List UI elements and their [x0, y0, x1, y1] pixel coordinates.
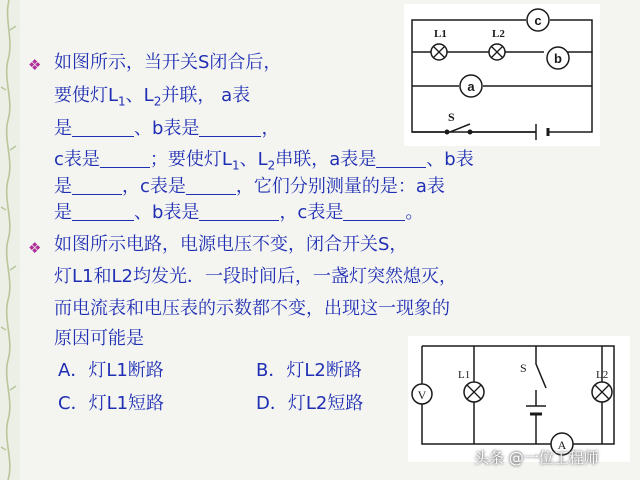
q1-text: 要使灯L [54, 85, 119, 106]
option-a: A．灯L1断路 [58, 360, 164, 381]
q1-text: 、b表是 [134, 118, 200, 139]
q1-line-5 [54, 175, 445, 199]
answer-blank [343, 202, 405, 221]
q2-line-4: 原因可能是 [54, 328, 144, 349]
q2-line-3: 而电流表和电压表的示数都不变，出现这一现象的 [54, 298, 450, 319]
q1-text: ，c表是 [122, 176, 186, 197]
q1-text: ，它们分别测量的是：a表 [235, 176, 445, 197]
q2-line-1: 如图所示电路，电源电压不变，闭合开关S， [54, 234, 408, 255]
lamp-1-label: L1 [434, 28, 447, 40]
option-b: B．灯L2断路 [256, 360, 362, 381]
answer-blank [100, 149, 150, 168]
q1-text: 。 [405, 202, 424, 223]
answer-blank [72, 176, 122, 195]
q1-text: 、L [125, 85, 154, 106]
option-d: D．灯L2短路 [256, 393, 364, 414]
switch-label: S [448, 110, 455, 124]
vine-border-decoration [0, 0, 20, 480]
lamp-2-label: L2 [492, 28, 505, 40]
voltmeter-icon [412, 384, 432, 404]
q1-text: c表是 [54, 149, 100, 170]
lamp-1-label: L1 [458, 369, 471, 381]
q1-line-1: 如图所示，当开关S闭合后， [54, 52, 282, 73]
meter-c-icon [527, 9, 549, 31]
bullet-icon: ❖ [28, 239, 42, 257]
q1-text: 是 [54, 202, 72, 223]
answer-blank [199, 202, 279, 221]
meter-b-icon [547, 47, 569, 69]
option-c: C．灯L1短路 [58, 393, 165, 414]
answer-blank [72, 118, 134, 137]
answer-blank [376, 149, 426, 168]
ammeter-label: A [557, 438, 567, 452]
circuit-diagram-1 [404, 4, 600, 146]
lamp-1-icon [431, 44, 447, 60]
meter-a-label: a [467, 79, 475, 94]
q1-text: 、L [239, 149, 268, 170]
q1-text: 并联， a表 [161, 85, 251, 106]
watermark: 头条 @一位工程师 [474, 449, 599, 467]
q1-text: 是 [54, 176, 72, 197]
answer-blank [72, 202, 134, 221]
q1-text: 、b表是 [134, 202, 200, 223]
q1-sub: 1 [231, 158, 240, 173]
q1-text: 串联，a表是 [275, 149, 377, 170]
meter-a-icon [460, 75, 482, 97]
q1-sub: 2 [267, 158, 276, 173]
q1-line-4 [54, 148, 474, 172]
q1-text: ， [261, 118, 280, 139]
q1-line-6 [54, 201, 423, 225]
answer-blank [186, 176, 236, 195]
switch-label: S [520, 361, 527, 375]
q2-line-2: 灯L1和L2均发光．一段时间后，一盏灯突然熄灭， [54, 266, 457, 287]
voltmeter-label: V [417, 388, 427, 402]
lamp-2-icon [489, 44, 505, 60]
lamp-2-label: L2 [596, 369, 609, 381]
circuit-diagram-2 [408, 336, 630, 462]
lamp-2-icon [592, 382, 612, 402]
answer-blank [199, 118, 261, 137]
meter-b-label: b [554, 51, 562, 66]
bullet-icon: ❖ [28, 56, 42, 74]
q1-line-2 [54, 84, 250, 108]
q1-text: ；要使灯L [149, 149, 232, 170]
q1-line-3 [54, 117, 279, 141]
meter-c-label: c [534, 13, 542, 28]
q1-text: 、b表 [426, 149, 474, 170]
q1-text: ，c表是 [279, 202, 344, 223]
switch-pivot [445, 130, 450, 135]
q1-sub: 1 [118, 94, 126, 109]
q1-text: 是 [54, 118, 72, 139]
lamp-1-icon [464, 382, 484, 402]
q1-sub: 2 [153, 94, 162, 109]
